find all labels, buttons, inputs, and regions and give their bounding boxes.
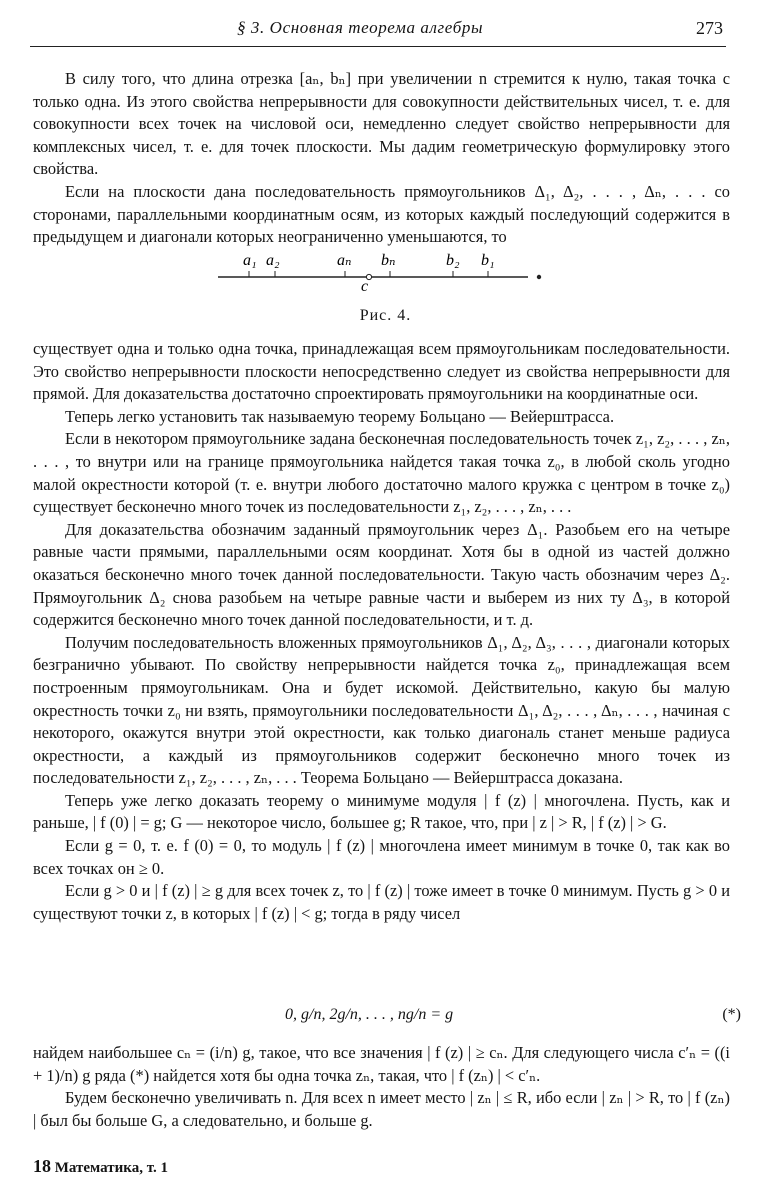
paragraph: найдем наибольшее cₙ = (i/n) g, такое, что все значения | f (z) | ≥ cₙ. Для следующего числа c′ₙ = ((i + 1)/n) g ряда (*) найдется хотя бы одна точка zₙ, такая, что | f (zₙ) | < c′ₙ.: [33, 1043, 730, 1085]
label-b1: b₁: [481, 252, 495, 269]
number-line-diagram: [0, 240, 771, 300]
paragraph: В силу того, что длина отрезка [aₙ, bₙ] при увеличении n стремится к нулю, такая точка c только одна. Из этого свойства непрерывности для совокупности действительных чисел, т. е. для совокупности всех точек на числовой оси, немедленно следует свойство непрерывности для комплексных чисел, т. е. для точек плоскости. Мы дадим геометрическую формулировку этого свойства.: [33, 69, 730, 179]
label-a1: a₁: [243, 252, 257, 269]
figure-caption: Рис. 4.: [359, 307, 412, 324]
signature-text: Математика, т. 1: [54, 1160, 168, 1176]
paragraph: Если g > 0 и | f (z) | ≥ g для всех точек z, то | f (z) | тоже имеет в точке 0 минимум. Пусть g > 0 и существуют точки z, в которых | f (z) | < g; тогда в ряду чисел: [33, 881, 730, 923]
paragraph: существует одна и только одна точка, принадлежащая всем прямоугольникам последовательности. Это свойство непрерывности плоскости непосредственно следует из свойства непрерывности для прямой. Для доказательства достаточно спроектировать прямоугольники на координатные оси.: [33, 339, 730, 404]
paragraph: Если на плоскости дана последовательность прямоугольников Δ₁, Δ₂, . . . , Δₙ, . . . со сторонами, параллельными координатным осям, из которых каждый последующий содержится в предыдущем и диагонали которых неограниченно уменьшаются, то: [33, 181, 730, 247]
label-c: c: [361, 278, 369, 295]
paragraph: Теперь легко установить так называемую теорему Больцано — Вейерштрасса.: [65, 406, 615, 426]
signature-footer: [33, 1156, 168, 1177]
page-number: 273: [696, 18, 723, 38]
label-bn: bₙ: [381, 252, 396, 269]
line-end-dot: [537, 275, 541, 279]
paragraph: Получим последовательность вложенных прямоугольников Δ₁, Δ₂, Δ₃, . . . , диагонали которых безгранично убывают. По свойству непрерывности найдется точка z₀, принадлежащая всем построенным прямоугольникам. Она и будет искомой. Действительно, какую бы малую окрестность точки z₀ ни взять, прямоугольники последовательности Δ₁, Δ₂, . . . , Δₙ, . . . , начиная с некоторого, окажутся внутри этой окрестности, как только диагональ станет меньше радиуса окрестности, а каждый из прямоугольников содержит бесконечно много точек из последовательности z₁, z₂, . . . , zₙ, . . . Теорема Больцано — Вейерштрасса доказана.: [33, 632, 730, 788]
label-a2: a₂: [266, 252, 280, 269]
label-b2: b₂: [446, 252, 460, 269]
figure-4: [0, 240, 771, 300]
header-rule: [30, 46, 726, 47]
formula-expression: 0, g/n, 2g/n, . . . , ng/n = g: [285, 1006, 454, 1023]
paragraph: Если g = 0, т. е. f (0) = 0, то модуль | f (z) | многочлена имеет минимум в точке 0, так как во всех точках он ≥ 0.: [33, 836, 730, 878]
label-an: aₙ: [337, 252, 352, 269]
paragraph: Для доказательства обозначим заданный прямоугольник через Δ₁. Разобьем его на четыре равные части прямыми, параллельными осям координат. Хотя бы в одной из частей должно оказаться бесконечно много точек данной последовательности. Такую часть обозначим через Δ₂. Прямоугольник Δ₂ снова разобьем на четыре равные части и выберем из них ту Δ₃, в которой содержится бесконечно много точек данной последовательности, и т. д.: [33, 519, 730, 630]
running-header-title: § 3. Основная теорема алгебры: [236, 18, 484, 37]
formula-tag: (*): [722, 1006, 741, 1023]
paragraph: Если в некотором прямоугольнике задана бесконечная последовательность точек z₁, z₂, . . . , zₙ, . . . , то внутри или на границе прямоугольника найдется такая точка z₀, в любой сколь угодно малой окрестности которой (т. е. внутри любого достаточно малого кружка с центром в точке z₀) существует бесконечно много точек из последовательности z₁, z₂, . . . , zₙ, . . .: [33, 429, 730, 517]
signature-number: 18: [33, 1156, 51, 1176]
paragraph: Теперь уже легко доказать теорему о минимуме модуля | f (z) | многочлена. Пусть, как и раньше, | f (0) | = g; G — некоторое число, большее g; R такое, что, при | z | > R, | f (z) | > G.: [33, 790, 730, 833]
text-block-2: [33, 338, 730, 925]
paragraph: Будем бесконечно увеличивать n. Для всех n имеет место | zₙ | ≤ R, ибо если | zₙ | > R, то | f (zₙ) | был бы больше G, а следовательно, и больше g.: [33, 1088, 730, 1130]
text-block-3: [33, 1042, 730, 1132]
text-block-1: [33, 68, 730, 249]
